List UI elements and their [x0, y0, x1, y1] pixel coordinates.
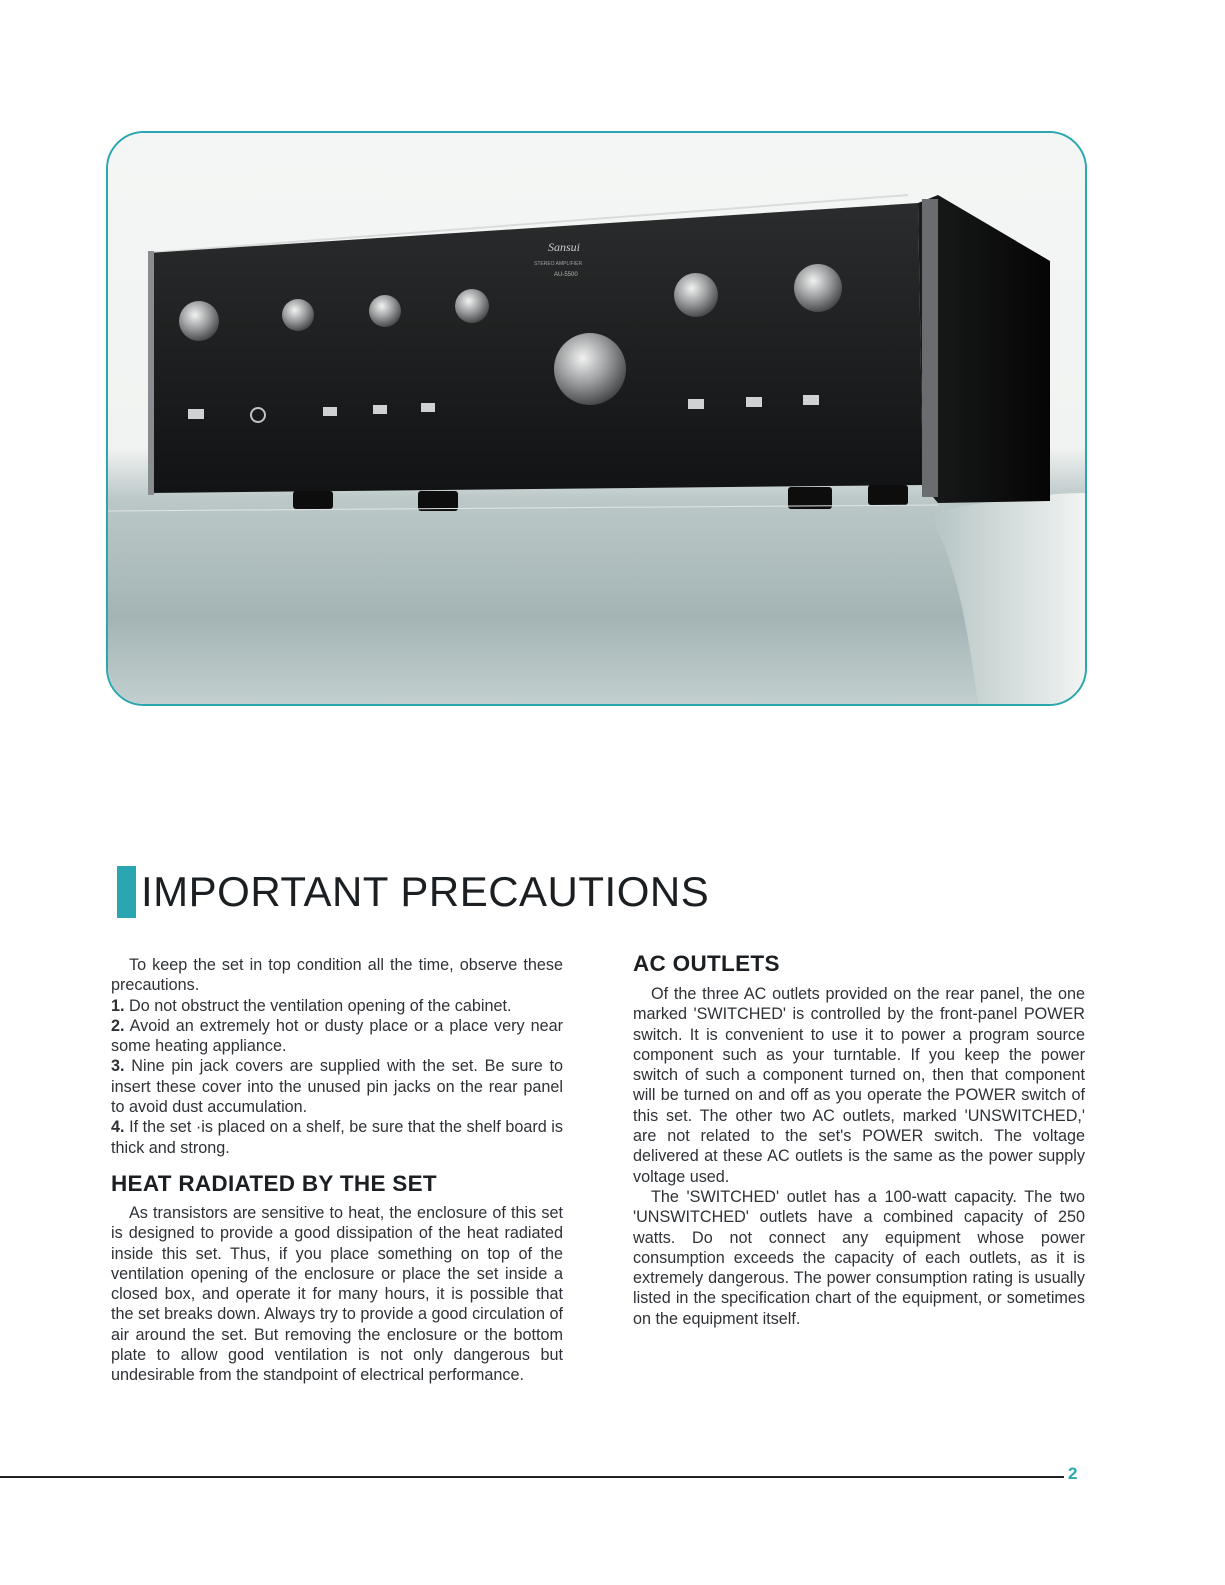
brand-logo: Sansui	[548, 240, 581, 254]
precaution-item-4	[111, 1117, 563, 1158]
page-title: IMPORTANT PRECAUTIONS	[141, 868, 710, 915]
item-number: 2.	[111, 1016, 125, 1035]
section-heading	[117, 866, 709, 918]
heading-accent-bar	[117, 866, 136, 918]
ac-outlets-heading: AC OUTLETS	[633, 951, 780, 976]
heat-paragraph: As transistors are sensitive to heat, the enclosure of this set is designed to provide a good dissipation of the heat radiated inside this set. Thus, if you place something on top of the ventilation opening of the enclosure or place the set inside a closed box, and operate it for many hours, it is possible that the set breaks down. Always try to provide a good circulation of air around the set. But removing the enclosure or the bottom plate to allow good ventilation is not only dangerous but undesirable from the standpoint of electrical performance.	[111, 1203, 563, 1385]
product-photo-frame	[106, 131, 1087, 706]
precaution-item-1	[111, 996, 563, 1016]
item-text: Nine pin jack covers are supplied with the set. Be sure to insert these cover into the unused pin jacks on the rear panel to avoid dust accumulation.	[111, 1057, 563, 1117]
heat-heading: HEAT RADIATED BY THE SET	[111, 1170, 437, 1196]
ac-paragraph-2: The 'SWITCHED' outlet has a 100-watt capacity. The two 'UNSWITCHED' outlets have a combined capacity of 250 watts. Do not connect any equipment whose power consumption exceeds the capacity of each outlets, as it is extremely dangerous. The power consumption rating is usually listed in the specification chart of the equipment, or sometimes on the equipment itself.	[633, 1187, 1085, 1328]
ac-paragraph-1: Of the three AC outlets provided on the rear panel, the one marked 'SWITCHED' is controlled by the front-panel POWER switch. It is convenient to use it to power a program source component such as your turntable. If you keep the power switch of such a component turned on, then that component will be turned on and off as you operate the POWER switch of this set. The other two AC outlets, marked 'UNSWITCHED,' are not related to the set's POWER switch. The voltage delivered at these AC outlets is the same as the power supply voltage used.	[633, 985, 1085, 1186]
amplifier-photo	[108, 133, 1085, 704]
item-number: 1.	[111, 996, 125, 1015]
item-text: If the set ·is placed on a shelf, be sure that the shelf board is thick and strong.	[111, 1118, 563, 1157]
left-column	[111, 955, 563, 1386]
item-text: Do not obstruct the ventilation opening of the cabinet.	[129, 996, 512, 1015]
precaution-item-3	[111, 1056, 563, 1117]
page-number: 2	[1068, 1464, 1078, 1483]
footer-rule	[0, 1476, 1064, 1478]
model-subtitle: STEREO AMPLIFIER	[534, 261, 583, 267]
item-number: 4.	[111, 1118, 125, 1137]
model-number: AU-5500	[554, 272, 578, 278]
precaution-item-2	[111, 1016, 563, 1057]
item-text: Avoid an extremely hot or dusty place or a place very near some heating appliance.	[111, 1016, 563, 1056]
intro-paragraph: To keep the set in top condition all the time, observe these precautions.	[111, 956, 563, 995]
item-number: 3.	[111, 1057, 125, 1076]
right-column	[633, 950, 1085, 1329]
